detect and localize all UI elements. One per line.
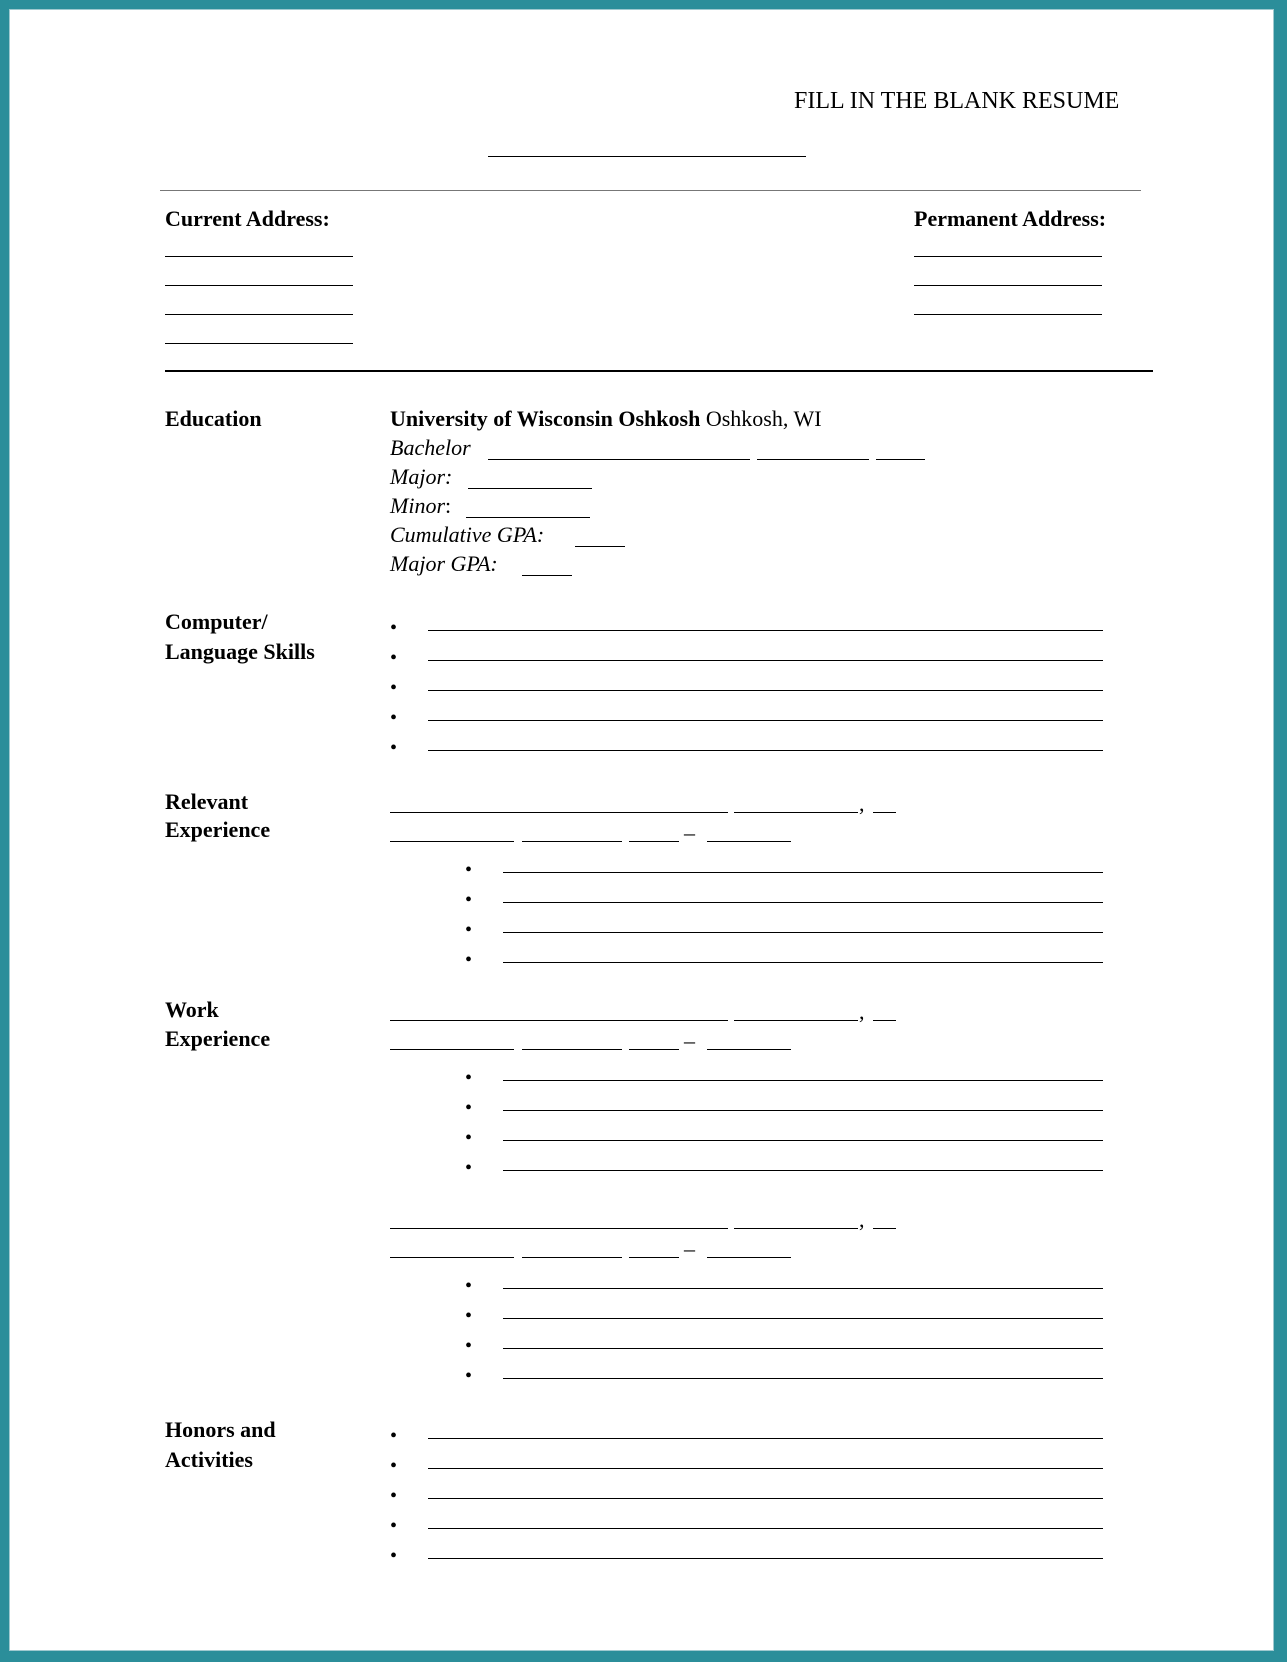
- work-experience-1-bullet: •: [465, 1067, 473, 1089]
- cumulative-gpa-blank: [575, 546, 625, 547]
- work-experience-2-title-blank: [390, 1257, 514, 1258]
- permanent-address-label: Permanent Address:: [914, 206, 1107, 231]
- honor-blank-line: [428, 1438, 1103, 1439]
- resume-page: [9, 9, 1274, 1651]
- relevant-experience-bullet: •: [465, 949, 473, 971]
- major-label: Major:: [390, 464, 453, 489]
- work-experience-1-blank-line: [503, 1110, 1103, 1111]
- work-experience-2-blank-line: [503, 1288, 1103, 1289]
- education-heading: Education: [165, 406, 262, 431]
- school-location: Oshkosh, WI: [700, 406, 822, 431]
- skill-blank-line: [428, 660, 1103, 661]
- relevant-experience-bullet: •: [465, 919, 473, 941]
- current-address-line-4: [165, 343, 353, 344]
- relevant-experience-blank-line: [503, 902, 1103, 903]
- work-experience-1-month-start-blank: [522, 1049, 622, 1050]
- permanent-address-line-1: [914, 256, 1102, 257]
- relevant-experience-bullet: •: [465, 889, 473, 911]
- permanent-address-line-3: [914, 314, 1102, 315]
- work-experience-1-bullet: •: [465, 1097, 473, 1119]
- honor-blank-line: [428, 1498, 1103, 1499]
- work-experience-2-blank-line: [503, 1378, 1103, 1379]
- degree-label: Bachelor: [390, 435, 471, 460]
- minor-blank: [466, 517, 590, 518]
- current-address-line-3: [165, 314, 353, 315]
- work-experience-1-bullet: •: [465, 1127, 473, 1149]
- relevant-experience-comma: ,: [859, 791, 865, 816]
- work-experience-2-month-start-blank: [522, 1257, 622, 1258]
- work-experience-1-year-start-blank: [629, 1049, 679, 1050]
- major-gpa-blank: [522, 575, 572, 576]
- relevant-experience-month-start-blank: [522, 841, 622, 842]
- relevant-experience-dash: –: [684, 820, 695, 845]
- relevant-experience-blank-line: [503, 932, 1103, 933]
- skill-bullet: •: [390, 737, 398, 759]
- school-line: [390, 405, 822, 433]
- honor-blank-line: [428, 1558, 1103, 1559]
- skill-blank-line: [428, 630, 1103, 631]
- work-experience-heading-line-2: Experience: [165, 1026, 271, 1051]
- major-gpa-label: Major GPA:: [390, 551, 498, 576]
- honor-bullet: •: [390, 1455, 398, 1477]
- honor-bullet: •: [390, 1485, 398, 1507]
- work-experience-2-year-start-blank: [629, 1257, 679, 1258]
- relevant-experience-city-blank: [734, 812, 858, 813]
- current-address-label: Current Address:: [165, 206, 330, 231]
- relevant-experience-blank-line: [503, 962, 1103, 963]
- relevant-experience-end-blank: [707, 841, 791, 842]
- degree-blank-2: [757, 459, 869, 460]
- work-experience-heading-line-1: Work: [165, 997, 219, 1022]
- work-experience-2-bullet: •: [465, 1275, 473, 1297]
- page-frame: [3, 3, 1278, 1655]
- work-experience-2-employer-blank: [390, 1228, 728, 1229]
- work-experience-2-blank-line: [503, 1348, 1103, 1349]
- honor-bullet: •: [390, 1515, 398, 1537]
- honors-heading-line-1: Honors and: [165, 1417, 276, 1442]
- degree-blank-1: [488, 459, 750, 460]
- skills-heading-line-2: Language Skills: [165, 639, 315, 664]
- work-experience-2-bullet: •: [465, 1305, 473, 1327]
- degree-blank-3: [876, 459, 925, 460]
- skill-bullet: •: [390, 647, 398, 669]
- name-blank: [488, 156, 806, 157]
- relevant-experience-blank-line: [503, 872, 1103, 873]
- relevant-experience-heading-line-1: Relevant: [165, 789, 249, 814]
- work-experience-1-comma: ,: [859, 999, 865, 1024]
- work-experience-1-state-blank: [873, 1020, 896, 1021]
- current-address-line-1: [165, 256, 353, 257]
- honor-blank-line: [428, 1468, 1103, 1469]
- work-experience-2-state-blank: [873, 1228, 896, 1229]
- work-experience-2-bullet: •: [465, 1335, 473, 1357]
- work-experience-2-dash: –: [684, 1236, 695, 1261]
- school-name: University of Wisconsin Oshkosh: [390, 406, 701, 431]
- current-address-line-2: [165, 285, 353, 286]
- work-experience-2-bullet: •: [465, 1365, 473, 1387]
- honors-heading-line-2: Activities: [165, 1447, 253, 1472]
- work-experience-2-blank-line: [503, 1318, 1103, 1319]
- minor-colon: :: [445, 493, 452, 518]
- work-experience-2-end-blank: [707, 1257, 791, 1258]
- minor-label: Minor: [390, 493, 445, 518]
- major-blank: [468, 488, 592, 489]
- address-divider: [165, 370, 1153, 372]
- work-experience-1-dash: –: [684, 1028, 695, 1053]
- honor-blank-line: [428, 1528, 1103, 1529]
- work-experience-2-city-blank: [734, 1228, 858, 1229]
- document-title: FILL IN THE BLANK RESUME: [794, 88, 1120, 114]
- work-experience-1-bullet: •: [465, 1157, 473, 1179]
- honor-bullet: •: [390, 1425, 398, 1447]
- relevant-experience-bullet: •: [465, 859, 473, 881]
- relevant-experience-employer-blank: [390, 812, 728, 813]
- work-experience-1-blank-line: [503, 1080, 1103, 1081]
- honor-bullet: •: [390, 1545, 398, 1567]
- relevant-experience-title-blank: [390, 841, 514, 842]
- work-experience-1-blank-line: [503, 1170, 1103, 1171]
- relevant-experience-state-blank: [873, 812, 896, 813]
- skills-heading-line-1: Computer/: [165, 609, 268, 634]
- work-experience-1-end-blank: [707, 1049, 791, 1050]
- work-experience-1-employer-blank: [390, 1020, 728, 1021]
- skill-blank-line: [428, 750, 1103, 751]
- cumulative-gpa-label: Cumulative GPA:: [390, 522, 545, 547]
- permanent-address-line-2: [914, 285, 1102, 286]
- work-experience-1-city-blank: [734, 1020, 858, 1021]
- minor-line: [390, 492, 451, 520]
- work-experience-2-comma: ,: [859, 1207, 865, 1232]
- skill-blank-line: [428, 690, 1103, 691]
- skill-bullet: •: [390, 707, 398, 729]
- header-divider: [160, 190, 1141, 191]
- skill-bullet: •: [390, 617, 398, 639]
- skill-blank-line: [428, 720, 1103, 721]
- skill-bullet: •: [390, 677, 398, 699]
- work-experience-1-title-blank: [390, 1049, 514, 1050]
- relevant-experience-year-start-blank: [629, 841, 679, 842]
- work-experience-1-blank-line: [503, 1140, 1103, 1141]
- relevant-experience-heading-line-2: Experience: [165, 817, 271, 842]
